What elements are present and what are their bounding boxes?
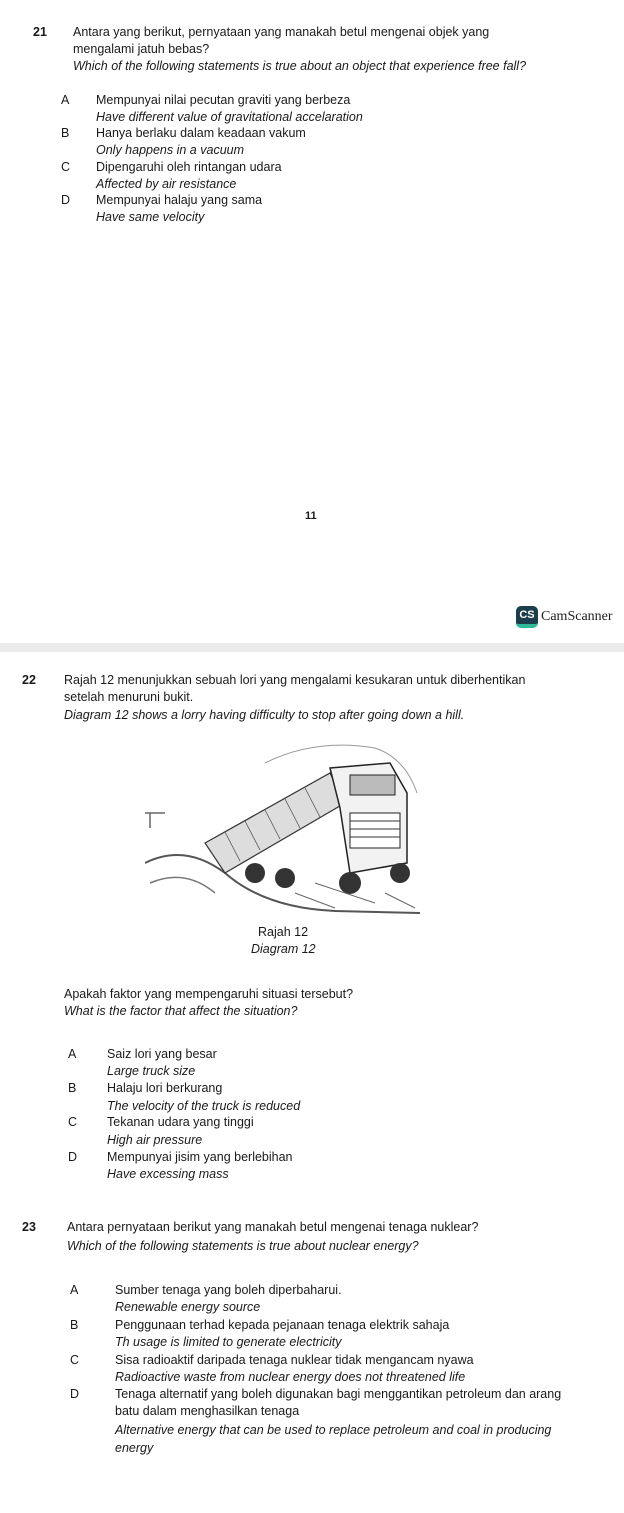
question-number: 22 — [22, 673, 36, 687]
option-english: Have excessing mass — [107, 1167, 229, 1181]
option-english: High air pressure — [107, 1133, 203, 1147]
option-letter: D — [68, 1150, 78, 1164]
option-malay: Tenaga alternatif yang boleh digunakan bagi menggantikan petroleum dan arang — [115, 1387, 562, 1401]
option-english: Th usage is limited to generate electricity — [115, 1335, 342, 1349]
question-text-malay: Antara pernyataan berikut yang manakah betul mengenai tenaga nuklear? — [67, 1220, 479, 1234]
option-malay: Mempunyai jisim yang berlebihan — [107, 1150, 293, 1164]
option-malay: Penggunaan terhad kepada pejanaan tenaga elektrik sahaja — [115, 1318, 450, 1332]
option-letter: A — [70, 1283, 79, 1297]
camscanner-watermark — [516, 606, 613, 628]
option-malay: Mempunyai nilai pecutan graviti yang berbeza — [96, 93, 351, 107]
option-english: The velocity of the truck is reduced — [107, 1099, 301, 1113]
figure-caption-malay: Rajah 12 — [258, 925, 309, 939]
option-english: Large truck size — [107, 1064, 196, 1078]
question-text-malay: setelah menuruni bukit. — [64, 690, 194, 704]
prompt-english: What is the factor that affect the situation? — [64, 1004, 298, 1018]
question-text-malay: mengalami jatuh bebas? — [73, 42, 210, 56]
question-text-malay: Rajah 12 menunjukkan sebuah lori yang mengalami kesukaran untuk diberhentikan — [64, 673, 526, 687]
option-malay: Mempunyai halaju yang sama — [96, 193, 263, 207]
camscanner-logo-icon: CS — [516, 606, 538, 628]
camscanner-text: CamScanner — [541, 609, 613, 624]
option-malay: Tekanan udara yang tinggi — [107, 1115, 254, 1129]
option-letter: C — [61, 160, 71, 174]
option-english: Affected by air resistance — [96, 177, 237, 191]
question-text-english: Which of the following statements is true about nuclear energy? — [67, 1239, 419, 1253]
figure-caption-english: Diagram 12 — [251, 942, 316, 956]
option-letter: B — [70, 1318, 79, 1332]
question-text-malay: Antara yang berikut, pernyataan yang manakah betul mengenai objek yang — [73, 25, 490, 39]
option-malay: Halaju lori berkurang — [107, 1081, 223, 1095]
option-letter: A — [61, 93, 70, 107]
option-english: Have different value of gravitational accelaration — [96, 110, 363, 124]
lorry-illustration — [145, 733, 420, 918]
option-letter: B — [68, 1081, 77, 1095]
option-letter: C — [70, 1353, 80, 1367]
option-malay: Sumber tenaga yang boleh diperbaharui. — [115, 1283, 342, 1297]
page-number: 11 — [305, 510, 317, 522]
option-malay: batu dalam menghasilkan tenaga — [115, 1404, 300, 1418]
option-letter: A — [68, 1047, 77, 1061]
option-letter: C — [68, 1115, 78, 1129]
option-english: Only happens in a vacuum — [96, 143, 245, 157]
question-number: 23 — [22, 1220, 36, 1234]
option-malay: Dipengaruhi oleh rintangan udara — [96, 160, 282, 174]
option-malay: Hanya berlaku dalam keadaan vakum — [96, 126, 306, 140]
question-number: 21 — [33, 25, 47, 39]
option-malay: Sisa radioaktif daripada tenaga nuklear tidak mengancam nyawa — [115, 1353, 474, 1367]
option-letter: B — [61, 126, 70, 140]
option-english: Renewable energy source — [115, 1300, 261, 1314]
option-english: Radioactive waste from nuclear energy does not threatened life — [115, 1370, 466, 1384]
option-english: Have same velocity — [96, 210, 205, 224]
option-letter: D — [61, 193, 71, 207]
option-malay: Saiz lori yang besar — [107, 1047, 217, 1061]
option-english: Alternative energy that can be used to replace petroleum and coal in producing — [115, 1423, 552, 1437]
option-letter: D — [70, 1387, 80, 1401]
option-english: energy — [115, 1441, 154, 1455]
page-separator — [0, 643, 624, 652]
question-text-english: Diagram 12 shows a lorry having difficulty to stop after going down a hill. — [64, 708, 465, 722]
prompt-malay: Apakah faktor yang mempengaruhi situasi tersebut? — [64, 987, 354, 1001]
question-text-english: Which of the following statements is true about an object that experience free fall? — [73, 59, 527, 73]
